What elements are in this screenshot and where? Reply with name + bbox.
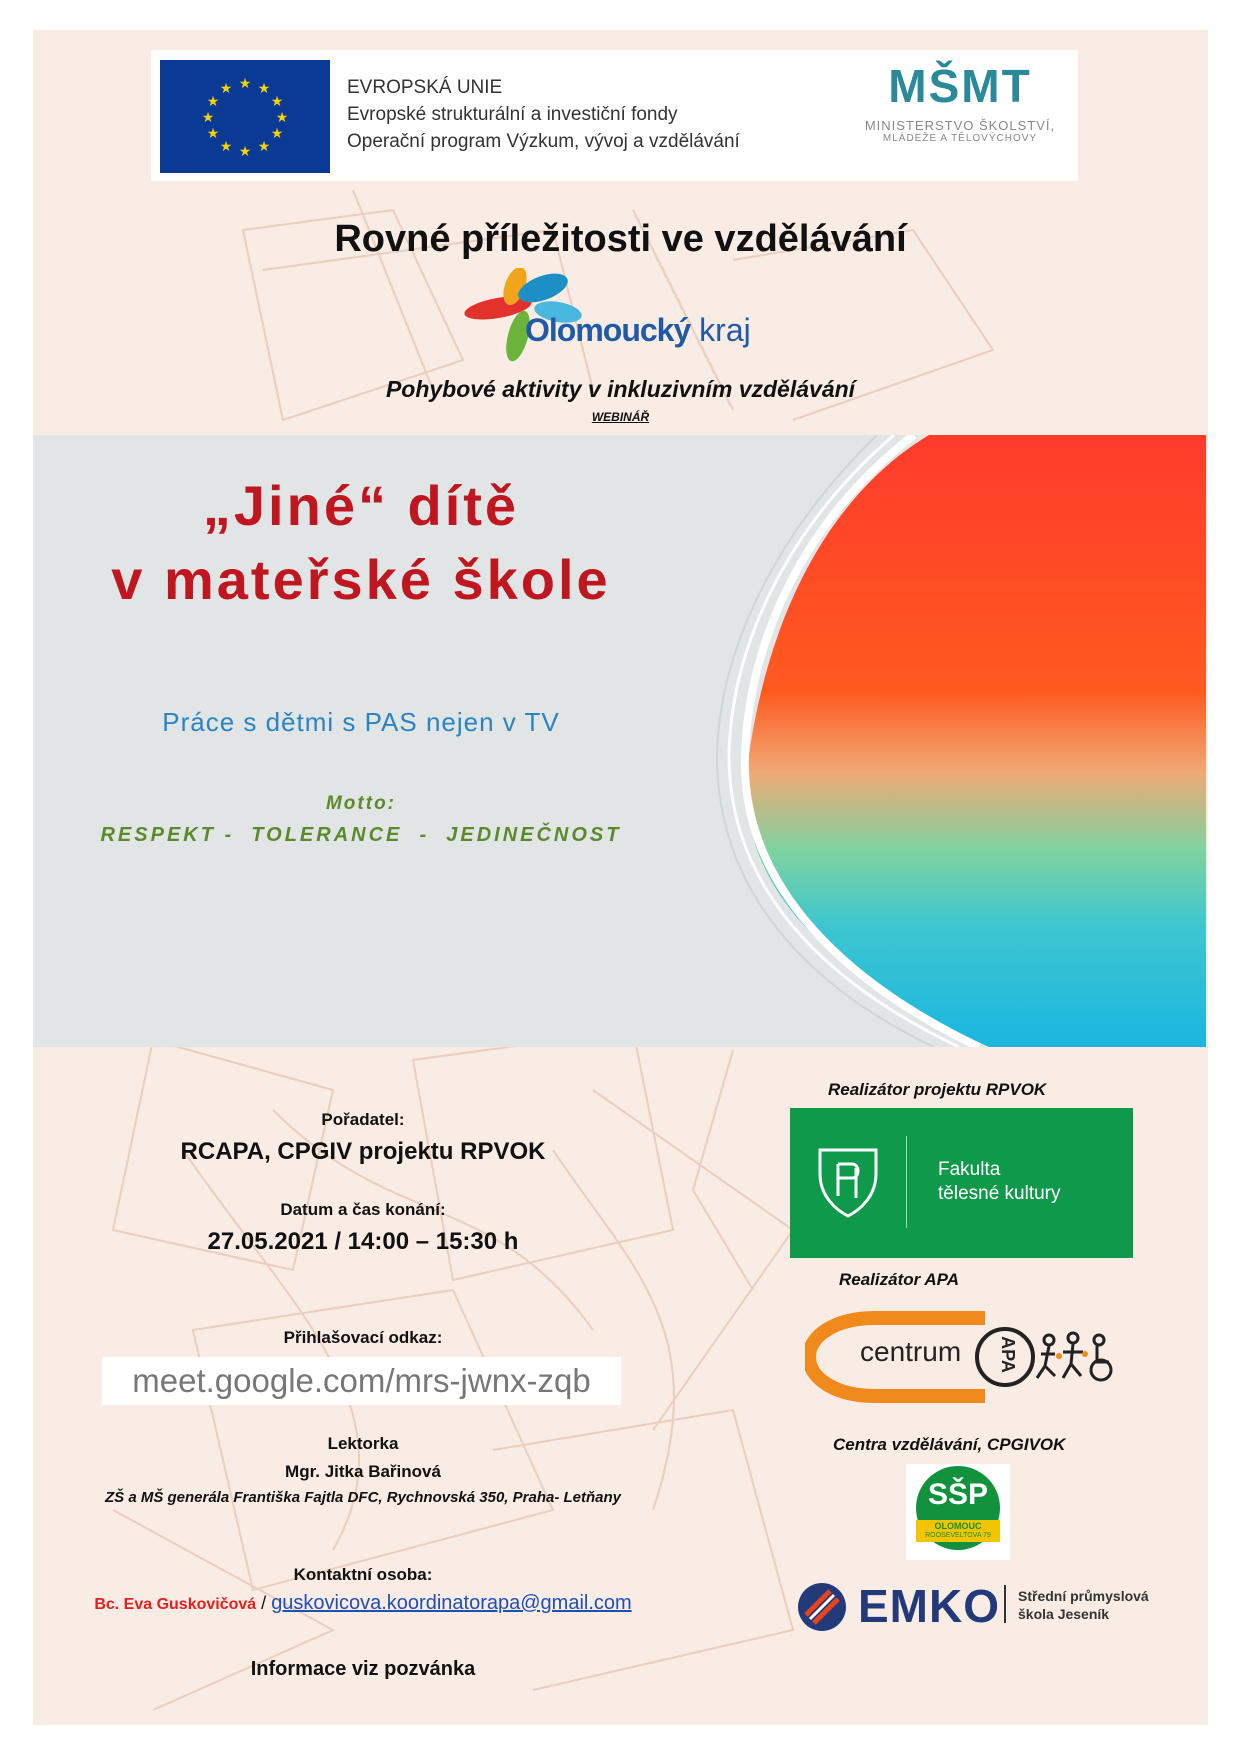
signup-link[interactable]: meet.google.com/mrs-jwnx-zqb [132, 1362, 591, 1399]
emko-sub-line-2: škola Jeseník [1018, 1606, 1110, 1622]
hero-title-line-2: v mateřské škole [111, 548, 611, 611]
ssp-line-2: ROOSEVELTOVA 79 [925, 1532, 991, 1539]
ssp-line-1: OLOMOUC [934, 1521, 982, 1531]
ftk-text [938, 1158, 1061, 1206]
realizator-apa-label: Realizátor APA [839, 1270, 959, 1289]
event-subtitle: Pohybové aktivity v inkluzivním vzdělávání [385, 376, 856, 402]
emko-word: EMKO [858, 1580, 1000, 1632]
datetime-value: 27.05.2021 / 14:00 – 15:30 h [207, 1228, 519, 1255]
svg-text:★: ★ [201, 110, 215, 126]
apa-ring-icon [805, 1304, 1125, 1410]
eu-flag-icon [160, 60, 330, 173]
footer-note: Informace viz pozvánka [250, 1658, 476, 1680]
eu-funding-banner [151, 50, 1078, 181]
ssp-logo [906, 1464, 1010, 1560]
msmt-line-2: MLÁDEŽE A TĚLOVÝCHOVY [882, 133, 1038, 144]
svg-text:★: ★ [270, 126, 284, 142]
svg-text:★: ★ [219, 81, 233, 97]
motto-label: Motto: [325, 793, 397, 814]
svg-text:★: ★ [257, 81, 271, 97]
upol-shield-icon [816, 1146, 880, 1218]
datetime-label: Datum a čas konání: [280, 1200, 446, 1219]
contact-name: Bc. Eva Guskovičová [94, 1596, 257, 1613]
eu-stars-icon [160, 60, 330, 173]
svg-text:★: ★ [238, 144, 252, 160]
lecturer-label: Lektorka [327, 1434, 399, 1453]
svg-text:★: ★ [206, 94, 220, 110]
signup-label: Přihlašovací odkaz: [283, 1328, 443, 1347]
msmt-logo [850, 62, 1070, 172]
centrum-apa-logo [805, 1304, 1125, 1410]
contact-email-link[interactable]: guskovicova.koordinatorapa@gmail.com [271, 1592, 632, 1614]
emko-divider [1004, 1585, 1006, 1623]
svg-text:★: ★ [238, 76, 252, 92]
eu-line-3: Operační program Výzkum, vývoj a vzdělávání [347, 131, 740, 152]
ftk-line-1: Fakulta [938, 1159, 1001, 1180]
eu-line-1: EVROPSKÁ UNIE [347, 77, 503, 98]
hero-title-line-1: „Jiné“ dítě [202, 474, 520, 537]
ftk-logo [790, 1108, 1133, 1258]
realizator-rpvok-label: Realizátor projektu RPVOK [828, 1080, 1047, 1099]
emko-symbol-icon [796, 1581, 848, 1633]
hero-subtitle: Práce s dětmi s PAS nejen v TV [162, 707, 560, 737]
contact-separator: / [256, 1593, 272, 1613]
emko-subtitle [1018, 1587, 1149, 1623]
contact-label: Kontaktní osoba: [293, 1565, 433, 1584]
ssp-mark: SŠP [927, 1478, 989, 1511]
apa-mark: APA [997, 1336, 1018, 1373]
svg-text:★: ★ [206, 126, 220, 142]
msmt-line-1: MINISTERSTVO ŠKOLSTVÍ, [864, 118, 1056, 133]
organizer-value: RCAPA, CPGIV projektu RPVOK [180, 1138, 546, 1165]
contact-line [33, 1592, 693, 1615]
apa-word: centrum [860, 1336, 962, 1367]
olomoucky-kraj-wordmark [525, 312, 751, 349]
eu-text-block [347, 74, 740, 155]
emko-logo [796, 1575, 1176, 1635]
ftk-divider [906, 1136, 907, 1228]
webinar-label: WEBINÁŘ [591, 410, 650, 424]
emko-sub-line-1: Střední průmyslová [1018, 1588, 1149, 1604]
poster-page [33, 30, 1208, 1725]
page-title: Rovné příležitosti ve vzdělávání [334, 218, 907, 260]
olomoucky-word: Olomoucký [525, 312, 691, 348]
msmt-mark: MŠMT [888, 60, 1032, 112]
cpgivok-label: Centra vzdělávání, CPGIVOK [833, 1435, 1066, 1454]
hero-banner [33, 435, 1206, 1047]
svg-text:★: ★ [257, 139, 271, 155]
ftk-line-2: tělesné kultury [938, 1183, 1061, 1204]
motto-values: RESPEKT - TOLERANCE - JEDINEČNOST [100, 824, 622, 846]
svg-text:★: ★ [275, 110, 289, 126]
svg-text:★: ★ [270, 94, 284, 110]
eu-line-2: Evropské strukturální a investiční fondy [347, 104, 678, 125]
organizer-label: Pořadatel: [321, 1110, 405, 1129]
lecturer-school: ZŠ a MŠ generála Františka Fajtla DFC, Rychnovská 350, Praha- Letňany [104, 1489, 621, 1506]
kraj-word: kraj [699, 312, 751, 348]
lecturer-name: Mgr. Jitka Bařinová [285, 1462, 441, 1481]
svg-text:★: ★ [219, 139, 233, 155]
